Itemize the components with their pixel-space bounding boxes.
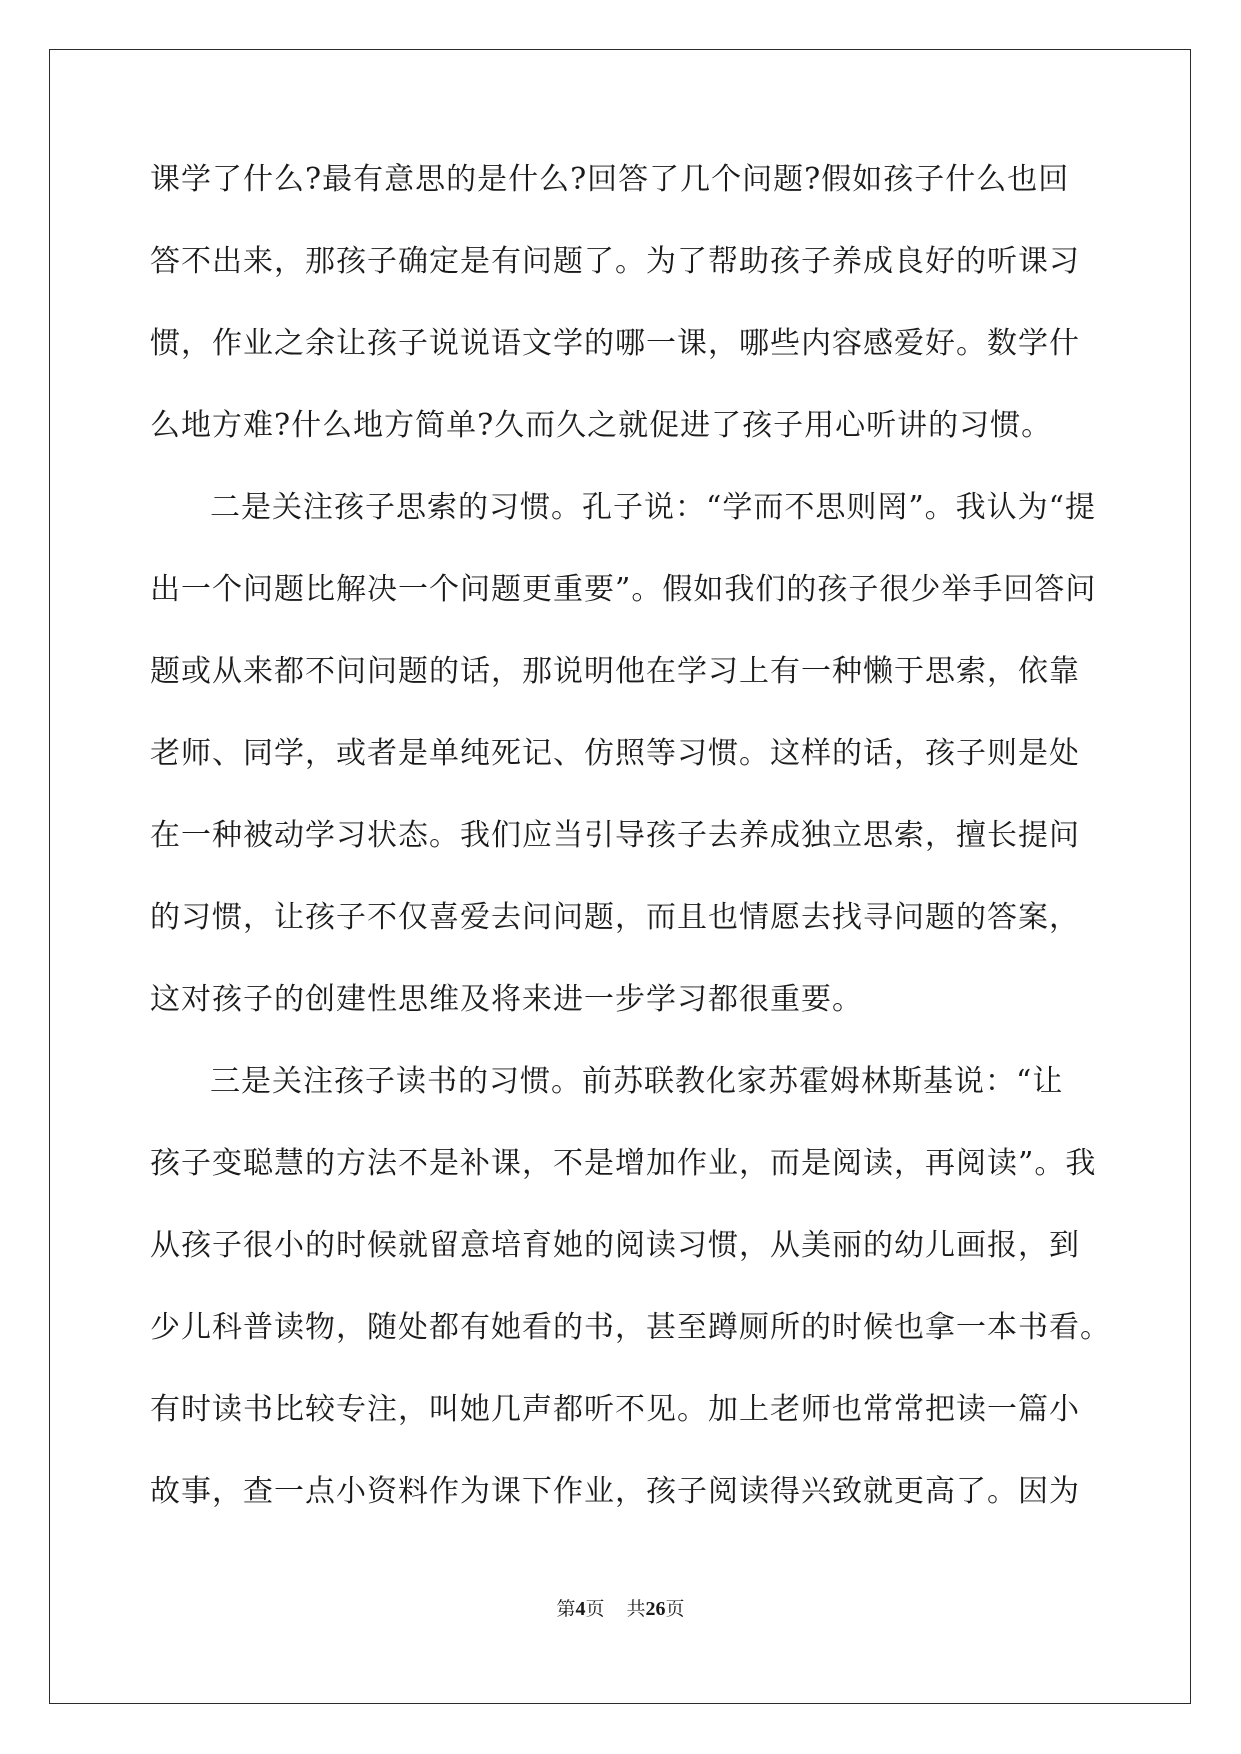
total-suffix: 页 [665, 1598, 685, 1620]
text-line: 故事，查一点小资料作为课下作业，孩子阅读得兴致就更高了。因为 [150, 1474, 1080, 1509]
paragraph-start-line: 三是关注孩子读书的习惯。前苏联教化家苏霍姆林斯基说：“让 [210, 1064, 1064, 1099]
text-line: 惯，作业之余让孩子说说语文学的哪一课，哪些内容感爱好。数学什 [150, 326, 1080, 361]
page-number: 4 [575, 1598, 586, 1620]
text-line: 在一种被动学习状态。我们应当引导孩子去养成独立思索，擅长提问 [150, 818, 1080, 853]
page-suffix: 页 [585, 1598, 605, 1620]
total-prefix: 共 [626, 1598, 646, 1620]
text-line: 有时读书比较专注，叫她几声都听不见。加上老师也常常把读一篇小 [150, 1392, 1080, 1427]
body-text [150, 160, 1111, 1554]
text-line: 么地方难?什么地方简单?久而久之就促进了孩子用心听讲的习惯。 [150, 408, 1053, 443]
text-line: 题或从来都不问问题的话，那说明他在学习上有一种懒于思索，依靠 [150, 654, 1080, 689]
text-line: 老师、同学，或者是单纯死记、仿照等习惯。这样的话，孩子则是处 [150, 736, 1080, 771]
text-line: 孩子变聪慧的方法不是补课，不是增加作业，而是阅读，再阅读”。我 [150, 1146, 1097, 1181]
text-line: 的习惯，让孩子不仅喜爱去问问题，而且也情愿去找寻问题的答案， [150, 900, 1080, 935]
text-line: 课学了什么?最有意思的是什么?回答了几个问题?假如孩子什么也回 [150, 162, 1070, 197]
paragraph-start-line: 二是关注孩子思索的习惯。孔子说：“学而不思则罔”。我认为“提 [210, 490, 1097, 525]
text-line: 答不出来，那孩子确定是有问题了。为了帮助孩子养成良好的听课习 [150, 244, 1080, 279]
text-line: 出一个问题比解决一个问题更重要”。假如我们的孩子很少举手回答问 [150, 572, 1097, 607]
total-pages: 26 [645, 1598, 666, 1620]
page-prefix: 第 [556, 1598, 576, 1620]
text-line: 这对孩子的创建性思维及将来进一步学习都很重要。 [150, 982, 863, 1017]
text-line: 少儿科普读物，随处都有她看的书，甚至蹲厕所的时候也拿一本书看。 [150, 1310, 1111, 1345]
page-footer [0, 1594, 1241, 1621]
text-line: 从孩子很小的时候就留意培育她的阅读习惯，从美丽的幼儿画报，到 [150, 1228, 1080, 1263]
